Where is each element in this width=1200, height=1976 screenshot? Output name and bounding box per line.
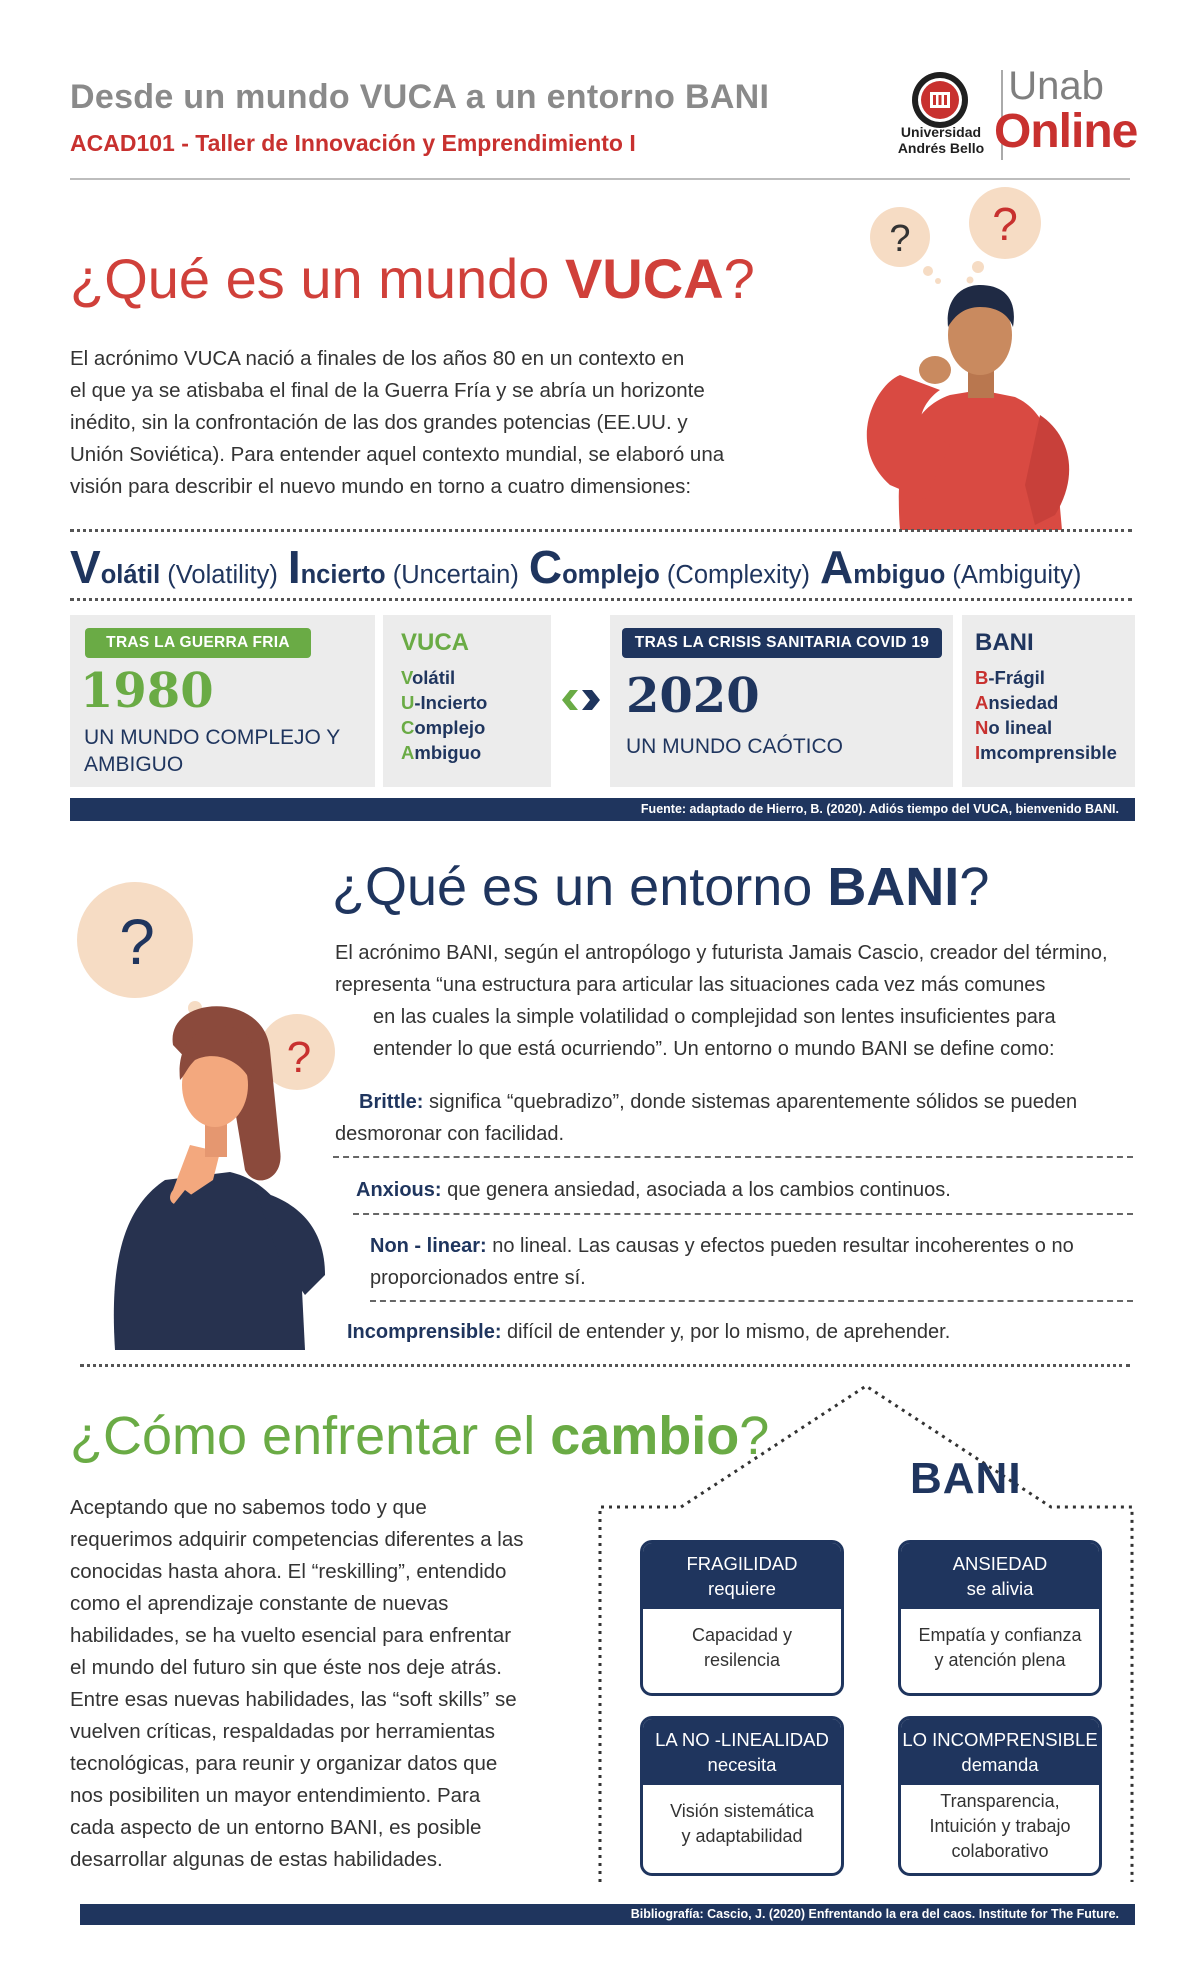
bani-paragraph: El acrónimo BANI, según el antropólogo y futurista Jamais Cascio, creador del término, representa “una estructura para articular las situaciones cada vez más comunes en las cuales la simple volatilidad o complejidad son lentes insuficientes para entender lo que está ocurriendo”. Un entorno o mundo BANI se define como:	[335, 942, 1108, 1060]
dashed-divider	[370, 1300, 1133, 1302]
change-heading: ¿Cómo enfrentar el cambio?	[70, 1406, 770, 1466]
dashed-divider	[353, 1213, 1133, 1215]
logo-unab: Unab	[1008, 64, 1104, 108]
list-item: Ambiguo	[401, 742, 482, 763]
card-no-linealidad: LA NO -LINEALIDAD necesita Visión sistemática y adaptabilidad	[640, 1716, 844, 1876]
desc-2020: UN MUNDO CAÓTICO	[626, 735, 843, 758]
bani-heading: ¿Qué es un entorno BANI?	[332, 857, 990, 917]
definition-brittle: Brittle: significa “quebradizo”, donde sistemas aparentemente sólidos se pueden desmoronar con facilidad.	[335, 1091, 1078, 1145]
university-name: Universidad Andrés Bello	[897, 124, 985, 156]
arrow-right-icon	[562, 688, 600, 712]
bani-list	[975, 665, 1117, 765]
list-item: Imcomprensible	[975, 742, 1117, 763]
definition-anxious: Anxious: que genera ansiedad, asociada a los cambios continuos.	[356, 1179, 951, 1201]
house-title: BANI	[910, 1454, 1022, 1503]
year-1980: 1980	[80, 663, 214, 719]
bibliography-bar: Bibliografía: Cascio, J. (2020) Enfrentando la era del caos. Institute for The Future.	[80, 1904, 1135, 1925]
course-subtitle: ACAD101 - Taller de Innovación y Emprendimiento I	[70, 130, 636, 156]
university-seal-icon	[910, 70, 970, 130]
bani-box-title: BANI	[975, 629, 1034, 656]
card-ansiedad: ANSIEDAD se alivia Empatía y confianza y atención plena	[898, 1540, 1102, 1696]
card-incomprensible: LO INCOMPRENSIBLE demanda Transparencia, Intuición y trabajo colaborativo	[898, 1716, 1102, 1876]
vuca-dimensions: Volátil (Volatility) Incierto (Uncertain) Complejo (Complexity) Ambiguo (Ambiguity)	[70, 541, 1082, 593]
change-paragraph: Aceptando que no sabemos todo y que requerimos adquirir competencias diferentes a las conocidas hasta ahora. El “reskilling”, entendido como el aprendizaje constante de nuevas habilidades, se ha vuelto esencial para enfrentar el mundo del futuro sin que éste nos deje atrás. Entre esas nuevas habilidades, las “soft skills” se vuelven críticas, respaldadas por herramientas tecnológicas, para reunir y organizar datos que nos posibiliten un mayor entendimiento. Para cada aspecto de un entorno BANI, es posible desarrollar algunas de estas habilidades.	[70, 1496, 524, 1871]
list-item: Ansiedad	[975, 692, 1059, 713]
svg-text:?: ?	[286, 1033, 312, 1082]
pill-covid: TRAS LA CRISIS SANITARIA COVID 19	[622, 628, 942, 658]
pill-guerra-fria: TRAS LA GUERRA FRIA	[85, 628, 311, 658]
dotted-divider	[70, 598, 1132, 601]
dotted-divider	[70, 529, 1132, 532]
list-item: Volátil	[401, 667, 456, 688]
desc-1980: UN MUNDO COMPLEJO Y AMBIGUO	[84, 726, 340, 776]
svg-text:?: ?	[992, 198, 1018, 250]
thinking-man-illustration	[830, 185, 1130, 530]
header-divider	[70, 178, 1130, 180]
vuca-list	[401, 665, 487, 765]
vuca-heading: ¿Qué es un mundo VUCA?	[70, 247, 755, 310]
logo-online: Online	[994, 105, 1138, 158]
list-item: B-Frágil	[975, 667, 1045, 688]
source-bar: Fuente: adaptado de Hierro, B. (2020). Adiós tiempo del VUCA, bienvenido BANI.	[70, 798, 1135, 821]
definition-incomprensible: Incomprensible: difícil de entender y, por lo mismo, de aprehender.	[347, 1321, 951, 1343]
list-item: U-Incierto	[401, 692, 488, 713]
svg-text:?: ?	[889, 218, 911, 260]
page-title: Desde un mundo VUCA a un entorno BANI	[70, 78, 770, 116]
dotted-divider	[80, 1364, 1130, 1367]
list-item: No lineal	[975, 717, 1053, 738]
dashed-divider	[333, 1156, 1133, 1158]
vuca-paragraph: El acrónimo VUCA nació a finales de los años 80 en un contexto en el que ya se atisbaba el final de la Guerra Fría y se abría un horizonte inédito, sin la confrontación de las dos grandes potencias (EE.UU. y Unión Soviética). Para entender aquel contexto mundial, se elaboró una visión para describir el nuevo mundo en torno a cuatro dimensiones:	[70, 347, 725, 498]
vuca-box-title: VUCA	[401, 629, 470, 656]
thinking-woman-illustration	[65, 880, 350, 1350]
list-item: Complejo	[401, 717, 486, 738]
card-fragilidad: FRAGILIDAD requiere Capacidad y resilencia	[640, 1540, 844, 1696]
definition-non-linear: Non - linear: no lineal. Las causas y efectos pueden resultar incoherentes o no proporcionados entre sí.	[370, 1235, 1074, 1289]
svg-text:?: ?	[119, 906, 155, 978]
year-2020: 2020	[626, 668, 760, 724]
